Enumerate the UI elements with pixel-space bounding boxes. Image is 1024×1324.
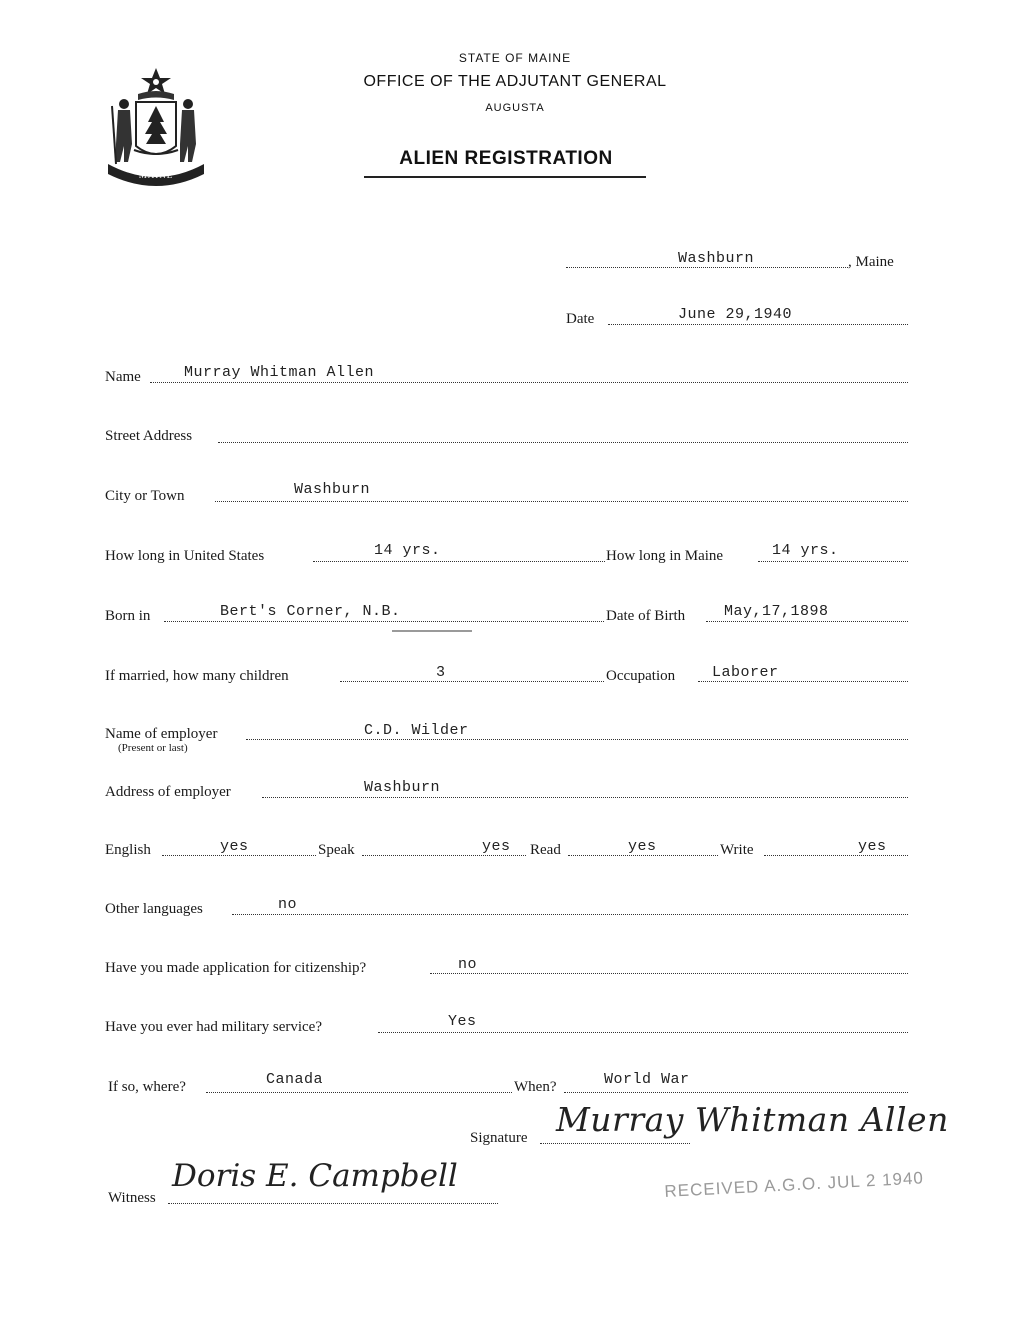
how-long-maine-value: 14 yrs. [772,542,839,559]
occupation-value: Laborer [712,664,779,681]
children-value: 3 [436,664,446,681]
how-long-maine-line [758,561,908,562]
title-underline [364,176,646,178]
born-in-line [164,621,604,622]
other-languages-line [232,914,908,915]
how-long-us-label: How long in United States [105,548,265,564]
page-title: ALIEN REGISTRATION [399,148,613,169]
speak-label: Speak [318,842,355,858]
how-long-us-line [313,561,605,562]
when-label: When? [514,1079,557,1095]
city-town-value: Washburn [294,481,371,498]
read-label: Read [530,842,561,858]
children-label: If married, how many children [105,668,289,684]
city-heading: AUGUSTA [485,102,545,114]
military-label: Have you ever had military service? [105,1019,322,1035]
location-suffix: , Maine [848,254,894,270]
english-label: English [105,842,151,858]
when-value: World War [604,1071,690,1088]
employer-address-label: Address of employer [105,784,231,800]
employer-name-line [246,739,908,740]
street-address-line [218,442,908,443]
state-heading: STATE OF MAINE [458,51,572,65]
citizenship-label: Have you made application for citizenship? [105,960,367,976]
military-value: Yes [448,1013,477,1030]
date-of-birth-line [706,621,908,622]
name-label: Name [105,369,141,385]
read-value: yes [628,838,657,855]
date-of-birth-label: Date of Birth [606,608,686,624]
name-value: Murray Whitman Allen [184,364,375,381]
speak-value: yes [482,838,511,855]
how-long-us-value: 14 yrs. [374,542,441,559]
date-of-birth-value: May,17,1898 [724,603,829,620]
how-long-maine-label: How long in Maine [606,548,724,564]
state-seal [104,66,208,190]
seal-banner-text: MAINE [138,170,174,180]
citizenship-line [430,973,908,974]
signature-value: Murray Whitman Allen [556,1100,949,1139]
employer-address-line [262,797,908,798]
employer-address-value: Washburn [364,779,441,796]
speak-line [362,855,526,856]
when-line [564,1092,908,1093]
received-stamp: RECEIVED A.G.O. JUL 2 1940 [664,1168,925,1201]
english-line [162,855,316,856]
employer-name-sublabel: (Present or last) [118,742,188,754]
other-languages-label: Other languages [105,901,203,917]
other-languages-value: no [278,896,298,913]
english-value: yes [220,838,249,855]
born-in-value: Bert's Corner, N.B. [220,603,401,620]
occupation-line [698,681,908,682]
witness-line [168,1203,498,1204]
children-line [340,681,604,682]
where-line [206,1092,512,1093]
date-label: Date [566,311,595,327]
date-line [608,324,908,325]
witness-label: Witness [108,1190,156,1206]
write-line [764,855,908,856]
office-heading: OFFICE OF THE ADJUTANT GENERAL [363,73,667,90]
where-label: If so, where? [108,1079,186,1095]
military-line [378,1032,908,1033]
born-in-label: Born in [105,608,151,624]
signature-label: Signature [470,1130,528,1146]
employer-name-label: Name of employer [105,726,218,742]
write-label: Write [720,842,754,858]
signature-line [540,1143,690,1144]
name-line [150,382,908,383]
citizenship-value: no [458,956,478,973]
where-value: Canada [266,1071,324,1088]
city-town-label: City or Town [105,488,185,504]
city-town-line [215,501,908,502]
read-line [568,855,718,856]
employer-name-value: C.D. Wilder [364,722,469,739]
write-value: yes [858,838,887,855]
location-value: Washburn [678,250,755,267]
date-value: June 29,1940 [678,306,793,323]
location-line [566,267,848,268]
occupation-label: Occupation [606,668,676,684]
witness-value: Doris E. Campbell [172,1158,458,1194]
correction-mark [392,630,472,632]
street-address-label: Street Address [105,428,193,444]
